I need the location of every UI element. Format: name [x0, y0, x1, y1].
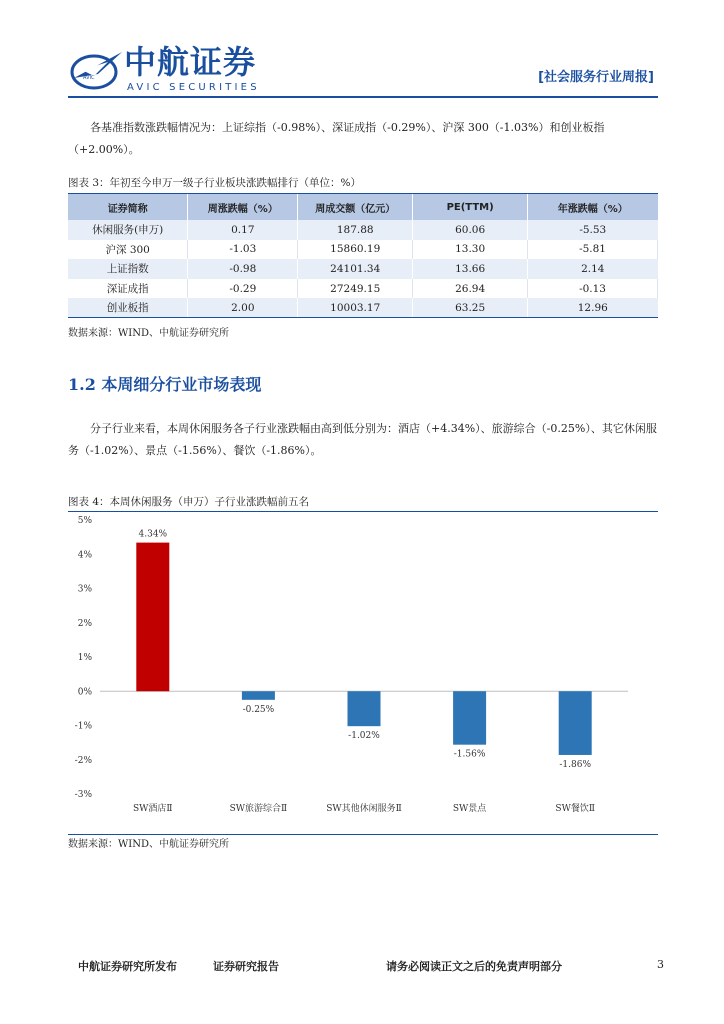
section-heading: 1.2 本周细分行业市场表现 [68, 375, 262, 394]
footer-report-kind: 证券研究报告 [213, 960, 279, 973]
footer-disclaimer: 请务必阅读正文之后的免责声明部分 [386, 960, 562, 973]
data-label: -1.56% [453, 749, 486, 760]
table-cell: 187.88 [298, 220, 413, 240]
data-label: -1.86% [559, 759, 592, 770]
x-category-label: SW餐饮Ⅱ [555, 804, 595, 814]
table-header-cell: 周涨跌幅（%） [188, 194, 298, 220]
x-category-label: SW景点 [452, 804, 487, 814]
section-paragraph: 分子行业来看，本周休闲服务各子行业涨跌幅由高到低分别为：酒店（+4.34%）、旅游综合（-0.25%）、其它休闲服务（-1.02%）、景点（-1.56%）、餐饮（-1.86%）。 [68, 422, 657, 457]
table-cell: 上证指数 [68, 259, 188, 279]
data-label: 4.34% [138, 529, 168, 540]
table-row [68, 298, 658, 318]
table-header-row [68, 194, 658, 220]
table-figure-title: 图表 3：年初至今申万一级子行业板块涨跌幅排行（单位：%） [68, 177, 361, 189]
x-category-label: SW酒店Ⅱ [133, 804, 173, 814]
footer-publisher: 中航证券研究所发布 [78, 960, 177, 973]
table-cell: 26.94 [413, 279, 528, 299]
y-tick-label: -2% [74, 755, 92, 766]
y-tick-label: 2% [77, 618, 92, 629]
chart-source-note: 数据来源：WIND、中航证券研究所 [68, 839, 229, 850]
table-cell: 沪深 300 [68, 240, 188, 260]
table-cell: 2.14 [528, 259, 658, 279]
table-cell: -0.29 [188, 279, 298, 299]
bar-3 [453, 691, 486, 744]
data-label: -0.25% [242, 704, 275, 715]
table-cell: 60.06 [413, 220, 528, 240]
company-name-cn: 中航证券 [124, 43, 257, 81]
table-source-note: 数据来源：WIND、中航证券研究所 [68, 328, 229, 339]
y-tick-label: 0% [77, 687, 92, 698]
y-tick-label: 3% [77, 584, 92, 595]
y-tick-label: 5% [77, 516, 92, 526]
x-category-label: SW其他休闲服务Ⅱ [326, 804, 402, 814]
table-cell: -0.98 [188, 259, 298, 279]
table-cell: 15860.19 [298, 240, 413, 260]
chart-bottom-rule [68, 834, 658, 835]
table-cell: 27249.15 [298, 279, 413, 299]
page-header [0, 0, 724, 100]
table-cell: -5.53 [528, 220, 658, 240]
avic-wing-logo-icon [68, 48, 124, 90]
table-cell: 2.00 [188, 298, 298, 318]
table-row [68, 240, 658, 260]
table-cell: 24101.34 [298, 259, 413, 279]
table-cell: 休闲服务(申万) [68, 220, 188, 240]
table-cell: 63.25 [413, 298, 528, 318]
table-cell: 0.17 [188, 220, 298, 240]
subindustry-bar-chart [68, 512, 658, 832]
x-category-label: SW旅游综合Ⅱ [229, 804, 288, 814]
table-row [68, 279, 658, 299]
bar-4 [559, 691, 592, 755]
table-header-cell: 周成交额（亿元） [298, 194, 413, 220]
report-type-label: [社会服务行业周报] [538, 70, 654, 85]
table-row [68, 259, 658, 279]
table-header-cell: PE(TTM) [413, 194, 528, 220]
logo-mark-text: AVIC [83, 75, 95, 81]
table-header-cell: 证券简称 [68, 194, 188, 220]
y-tick-label: -1% [74, 721, 92, 732]
table-cell: -0.13 [528, 279, 658, 299]
y-tick-label: 4% [77, 550, 92, 561]
y-tick-label: -3% [74, 790, 92, 800]
bar-0 [136, 543, 169, 692]
header-divider [68, 96, 658, 98]
bar-1 [242, 691, 275, 700]
table-cell: 13.66 [413, 259, 528, 279]
table-cell: 深证成指 [68, 279, 188, 299]
table-cell: 13.30 [413, 240, 528, 260]
y-tick-label: 1% [77, 653, 92, 663]
table-cell: 10003.17 [298, 298, 413, 318]
table-cell: -1.03 [188, 240, 298, 260]
page-number: 3 [657, 958, 664, 971]
intro-paragraph: 各基准指数涨跌幅情况为：上证综指（-0.98%）、深证成指（-0.29%）、沪深 300（-1.03%）和创业板指（+2.00%）。 [68, 121, 605, 156]
table-header-cell: 年涨跌幅（%） [528, 194, 658, 220]
bar-2 [348, 691, 381, 726]
index-performance-table [68, 194, 658, 318]
table-row [68, 220, 658, 240]
table-cell: 12.96 [528, 298, 658, 318]
table-cell: 创业板指 [68, 298, 188, 318]
company-name-en: AVIC SECURITIES [127, 82, 260, 93]
chart-figure-title: 图表 4：本周休闲服务（申万）子行业涨跌幅前五名 [68, 496, 310, 508]
table-cell: -5.81 [528, 240, 658, 260]
data-label: -1.02% [348, 731, 380, 742]
